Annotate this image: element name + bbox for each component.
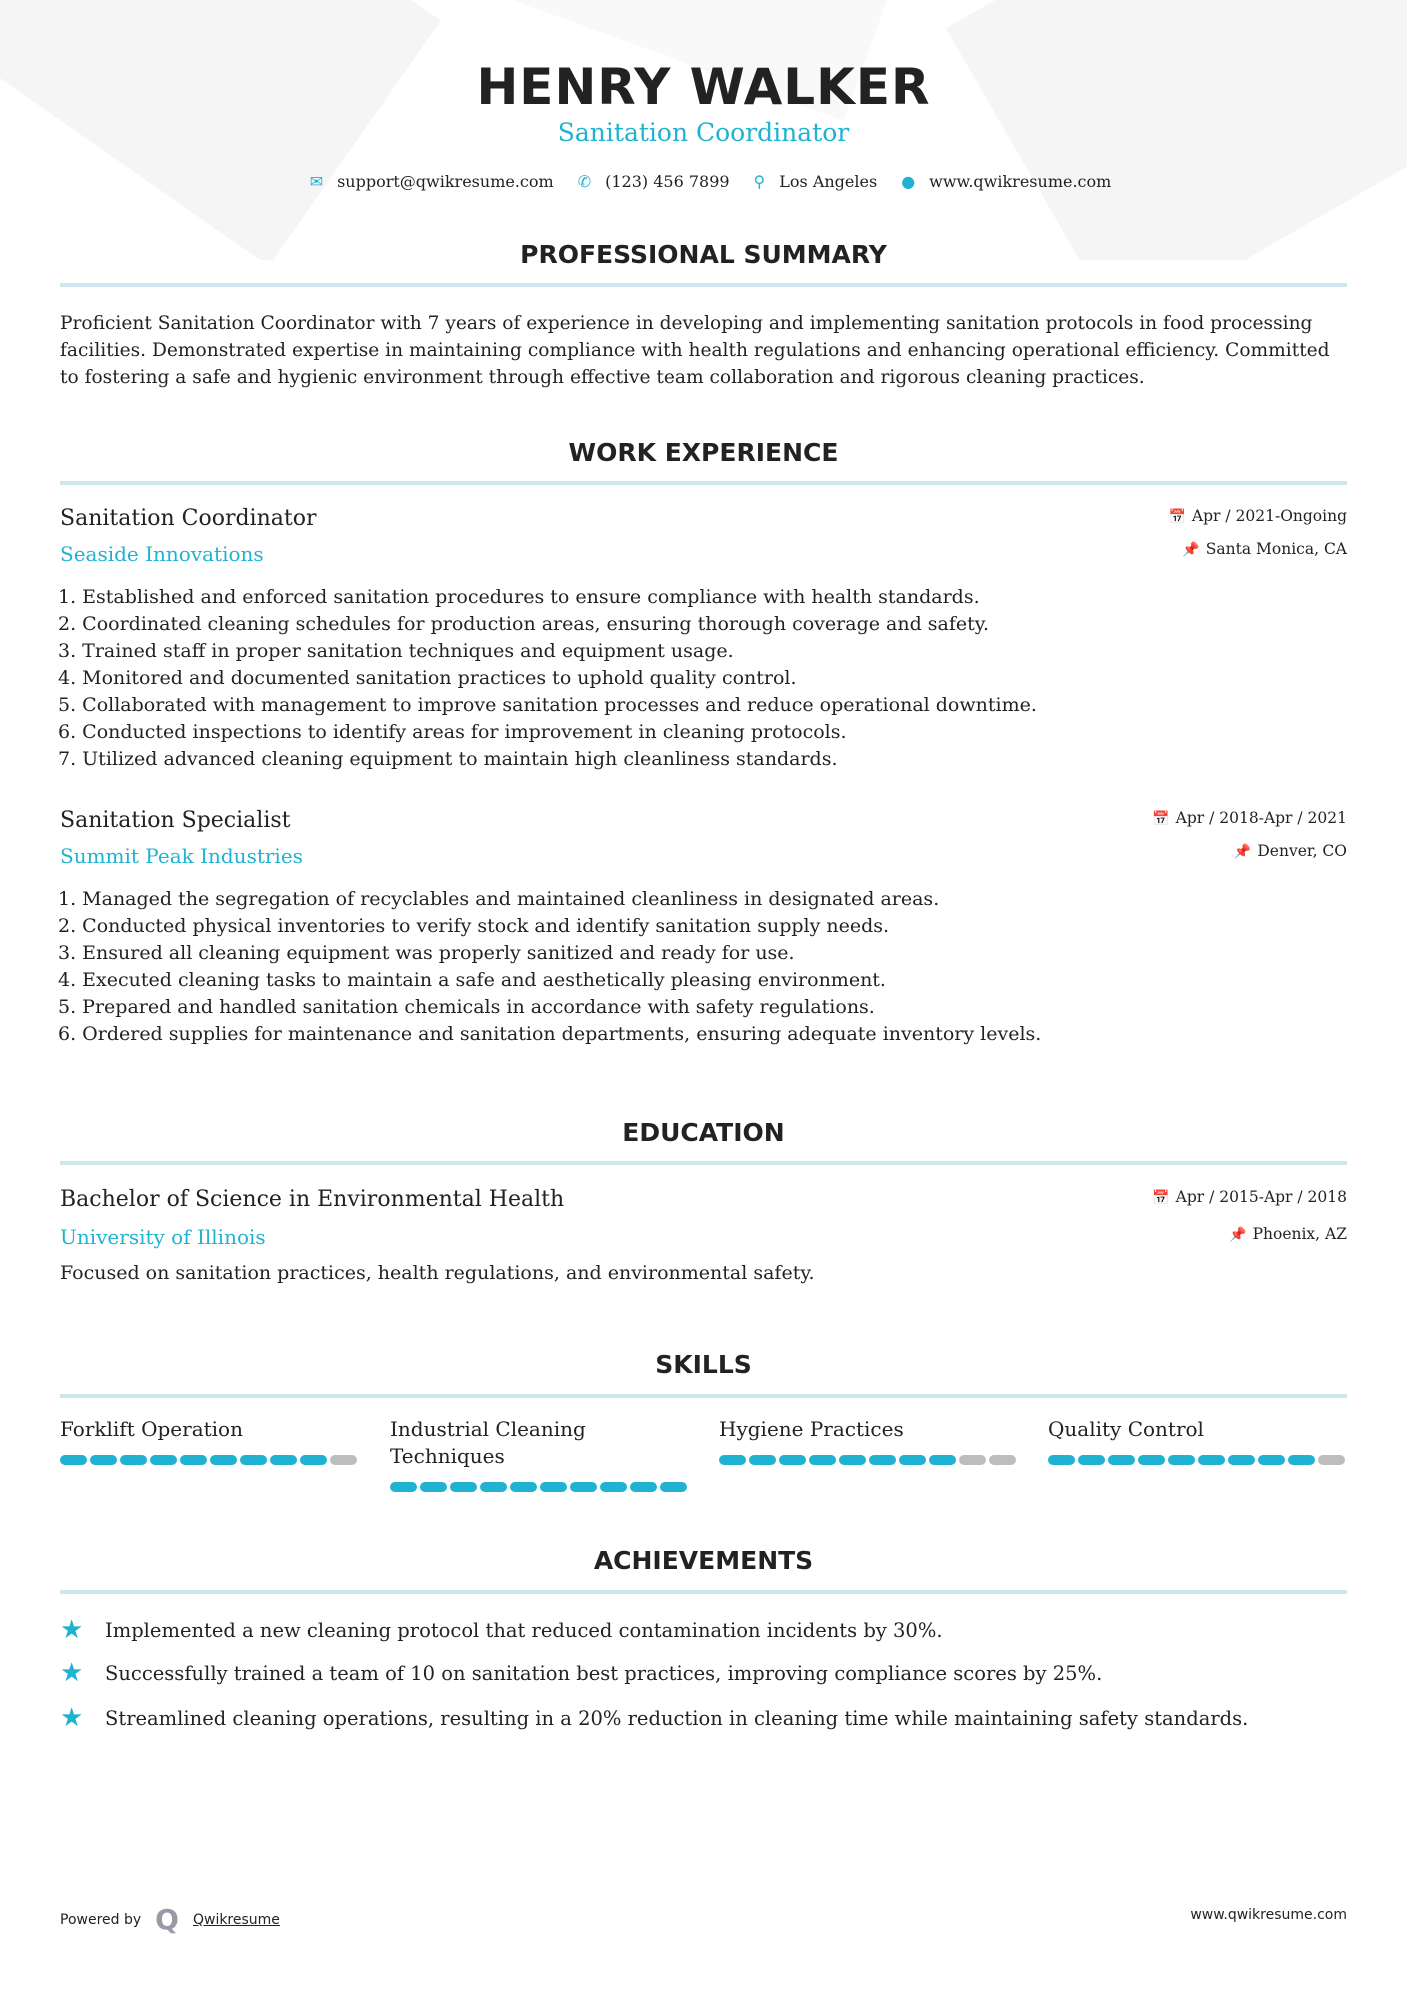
candidate-name: HENRY WALKER (476, 58, 931, 116)
footer-website[interactable]: www.qwikresume.com (1190, 1907, 1347, 1923)
skill-segment-filled (929, 1455, 956, 1465)
pin-icon: 📌 (1229, 1227, 1247, 1243)
skill-segment-filled (600, 1482, 627, 1492)
summary-heading: PROFESSIONAL SUMMARY (520, 240, 887, 269)
bullet-item: 4. Monitored and documented sanitation practices to uphold quality control. (58, 667, 797, 689)
experience-heading: WORK EXPERIENCE (568, 438, 839, 467)
skill-segment-filled (390, 1482, 417, 1492)
star-icon: ★ (60, 1703, 84, 1733)
skill-item (390, 1416, 690, 1492)
skill-segment-filled (869, 1455, 896, 1465)
location-text: Denver, CO (1257, 842, 1347, 860)
education-heading: EDUCATION (622, 1118, 785, 1147)
skill-segment-empty (989, 1455, 1016, 1465)
bullet-item: 7. Utilized advanced cleaning equipment to maintain high cleanliness standards. (58, 748, 838, 770)
dates-text: Apr / 2015-Apr / 2018 (1175, 1188, 1347, 1206)
skill-name: Industrial Cleaning Techniques (390, 1417, 586, 1468)
dates-text: Apr / 2021-Ongoing (1191, 507, 1347, 525)
map-marker-icon: ⚲ (753, 172, 766, 191)
skill-segment-empty (959, 1455, 986, 1465)
education-location (1229, 1225, 1347, 1243)
achievements-heading: ACHIEVEMENTS (593, 1546, 814, 1575)
bullet-item: 3. Ensured all cleaning equipment was properly sanitized and ready for use. (58, 942, 795, 964)
skill-segment-filled (180, 1455, 207, 1465)
job-location (1234, 842, 1347, 860)
job-location (1182, 540, 1347, 558)
bullet-item: 6. Ordered supplies for maintenance and sanitation departments, ensuring adequate inventory levels. (58, 1023, 1042, 1045)
skill-segment-filled (660, 1482, 687, 1492)
footer-branding (60, 1903, 280, 1936)
skill-segment-filled (510, 1482, 537, 1492)
bullet-item: 2. Conducted physical inventories to verify stock and identify sanitation supply needs. (58, 915, 890, 937)
skill-item (719, 1416, 1019, 1465)
skill-segment-filled (1198, 1455, 1225, 1465)
skills-heading: SKILLS (655, 1350, 752, 1379)
envelope-icon: ✉ (309, 172, 324, 191)
skill-segment-filled (1168, 1455, 1195, 1465)
skill-segment-filled (210, 1455, 237, 1465)
skill-segment-filled (90, 1455, 117, 1465)
bullet-item: 3. Trained staff in proper sanitation techniques and equipment usage. (58, 640, 734, 662)
job-dates (1152, 809, 1347, 827)
skill-name: Quality Control (1048, 1417, 1204, 1441)
skill-segment-filled (1258, 1455, 1285, 1465)
bullet-item: 5. Collaborated with management to improve sanitation processes and reduce operational downtime. (58, 694, 1037, 716)
achievement-item (60, 1703, 1248, 1733)
skill-level-bar (1048, 1455, 1348, 1465)
contact-phone: (123) 456 7899 (605, 172, 730, 191)
powered-by-label: Powered by (60, 1911, 142, 1928)
skill-segment-filled (1078, 1455, 1105, 1465)
achievement-text: Successfully trained a team of 10 on sanitation best practices, improving compliance scores by 25%. (105, 1661, 1103, 1685)
degree: Bachelor of Science in Environmental Health (60, 1187, 565, 1212)
dates-text: Apr / 2018-Apr / 2021 (1175, 809, 1347, 827)
skill-segment-filled (1138, 1455, 1165, 1465)
company-name: Summit Peak Industries (60, 844, 303, 868)
bullet-item: 1. Established and enforced sanitation procedures to ensure compliance with health standards. (58, 586, 980, 608)
skill-segment-filled (1288, 1455, 1315, 1465)
skill-segment-filled (60, 1455, 87, 1465)
skill-segment-filled (839, 1455, 866, 1465)
globe-icon: ● (901, 172, 916, 191)
skill-segment-empty (330, 1455, 357, 1465)
skill-segment-empty (1318, 1455, 1345, 1465)
location-text: Santa Monica, CA (1205, 540, 1347, 558)
pin-icon: 📌 (1182, 542, 1200, 558)
calendar-icon: 📅 (1152, 811, 1170, 827)
skill-segment-filled (240, 1455, 267, 1465)
skill-segment-filled (120, 1455, 147, 1465)
bullet-item: 5. Prepared and handled sanitation chemicals in accordance with safety regulations. (58, 996, 875, 1018)
achievement-item (60, 1615, 943, 1645)
skill-item (60, 1416, 360, 1465)
education-description: Focused on sanitation practices, health regulations, and environmental safety. (60, 1262, 815, 1284)
star-icon: ★ (60, 1615, 84, 1645)
skill-segment-filled (570, 1482, 597, 1492)
skill-segment-filled (450, 1482, 477, 1492)
skill-level-bar (390, 1482, 690, 1492)
job-bullets (58, 886, 1041, 1048)
skill-segment-filled (1108, 1455, 1135, 1465)
skill-level-bar (60, 1455, 360, 1465)
job-position: Sanitation Coordinator (60, 506, 317, 531)
phone-icon: ✆ (577, 172, 592, 191)
skill-segment-filled (630, 1482, 657, 1492)
education-dates (1152, 1188, 1347, 1206)
skill-name: Hygiene Practices (719, 1417, 904, 1441)
achievement-text: Streamlined cleaning operations, resulting in a 20% reduction in cleaning time while maintaining safety standards. (105, 1706, 1249, 1730)
skill-segment-filled (420, 1482, 447, 1492)
divider (60, 283, 1347, 287)
skill-name: Forklift Operation (60, 1417, 243, 1441)
summary-text: Proficient Sanitation Coordinator with 7 years of experience in developing and implementing sanitation protocols in food processing facilities. Demonstrated expertise in maintaining compliance with health regulations and enhancing operational efficiency. Committed to fostering a safe and hygienic environment through effective team collaboration and rigorous cleaning practices. (60, 313, 1330, 388)
skill-segment-filled (150, 1455, 177, 1465)
calendar-icon: 📅 (1152, 1190, 1170, 1206)
contact-location: Los Angeles (779, 172, 878, 191)
bullet-item: 4. Executed cleaning tasks to maintain a safe and aesthetically pleasing environment. (58, 969, 886, 991)
divider (60, 481, 1347, 485)
job-position: Sanitation Specialist (60, 808, 291, 833)
location-text: Phoenix, AZ (1252, 1225, 1347, 1243)
skill-segment-filled (749, 1455, 776, 1465)
star-icon: ★ (60, 1658, 84, 1688)
skill-segment-filled (719, 1455, 746, 1465)
company-name: Seaside Innovations (60, 542, 264, 566)
brand-link[interactable]: Qwikresume (192, 1911, 280, 1928)
divider (60, 1394, 1347, 1398)
divider (60, 1590, 1347, 1594)
contact-bar (0, 172, 1407, 191)
contact-email[interactable]: support@qwikresume.com (337, 172, 554, 191)
bullet-item: 6. Conducted inspections to identify areas for improvement in cleaning protocols. (58, 721, 847, 743)
calendar-icon: 📅 (1168, 509, 1186, 525)
skill-segment-filled (540, 1482, 567, 1492)
achievement-item (60, 1658, 1102, 1688)
contact-website[interactable]: www.qwikresume.com (929, 172, 1112, 191)
qwikresume-logo-icon: Q (155, 1903, 179, 1936)
achievement-text: Implemented a new cleaning protocol that reduced contamination incidents by 30%. (105, 1618, 943, 1642)
skill-segment-filled (779, 1455, 806, 1465)
skill-segment-filled (300, 1455, 327, 1465)
bullet-item: 2. Coordinated cleaning schedules for production areas, ensuring thorough coverage and safety. (58, 613, 990, 635)
skill-segment-filled (1228, 1455, 1255, 1465)
pin-icon: 📌 (1233, 844, 1252, 860)
skill-segment-filled (480, 1482, 507, 1492)
skill-segment-filled (270, 1455, 297, 1465)
school: University of Illinois (60, 1225, 266, 1249)
job-dates (1168, 507, 1347, 525)
skill-item (1048, 1416, 1348, 1465)
skill-segment-filled (1048, 1455, 1075, 1465)
job-title: Sanitation Coordinator (557, 118, 850, 147)
skill-segment-filled (899, 1455, 926, 1465)
bullet-item: 1. Managed the segregation of recyclables and maintained cleanliness in designated areas. (58, 888, 940, 910)
skill-level-bar (719, 1455, 1019, 1465)
skill-segment-filled (809, 1455, 836, 1465)
divider (60, 1161, 1347, 1165)
job-bullets (58, 584, 1037, 773)
